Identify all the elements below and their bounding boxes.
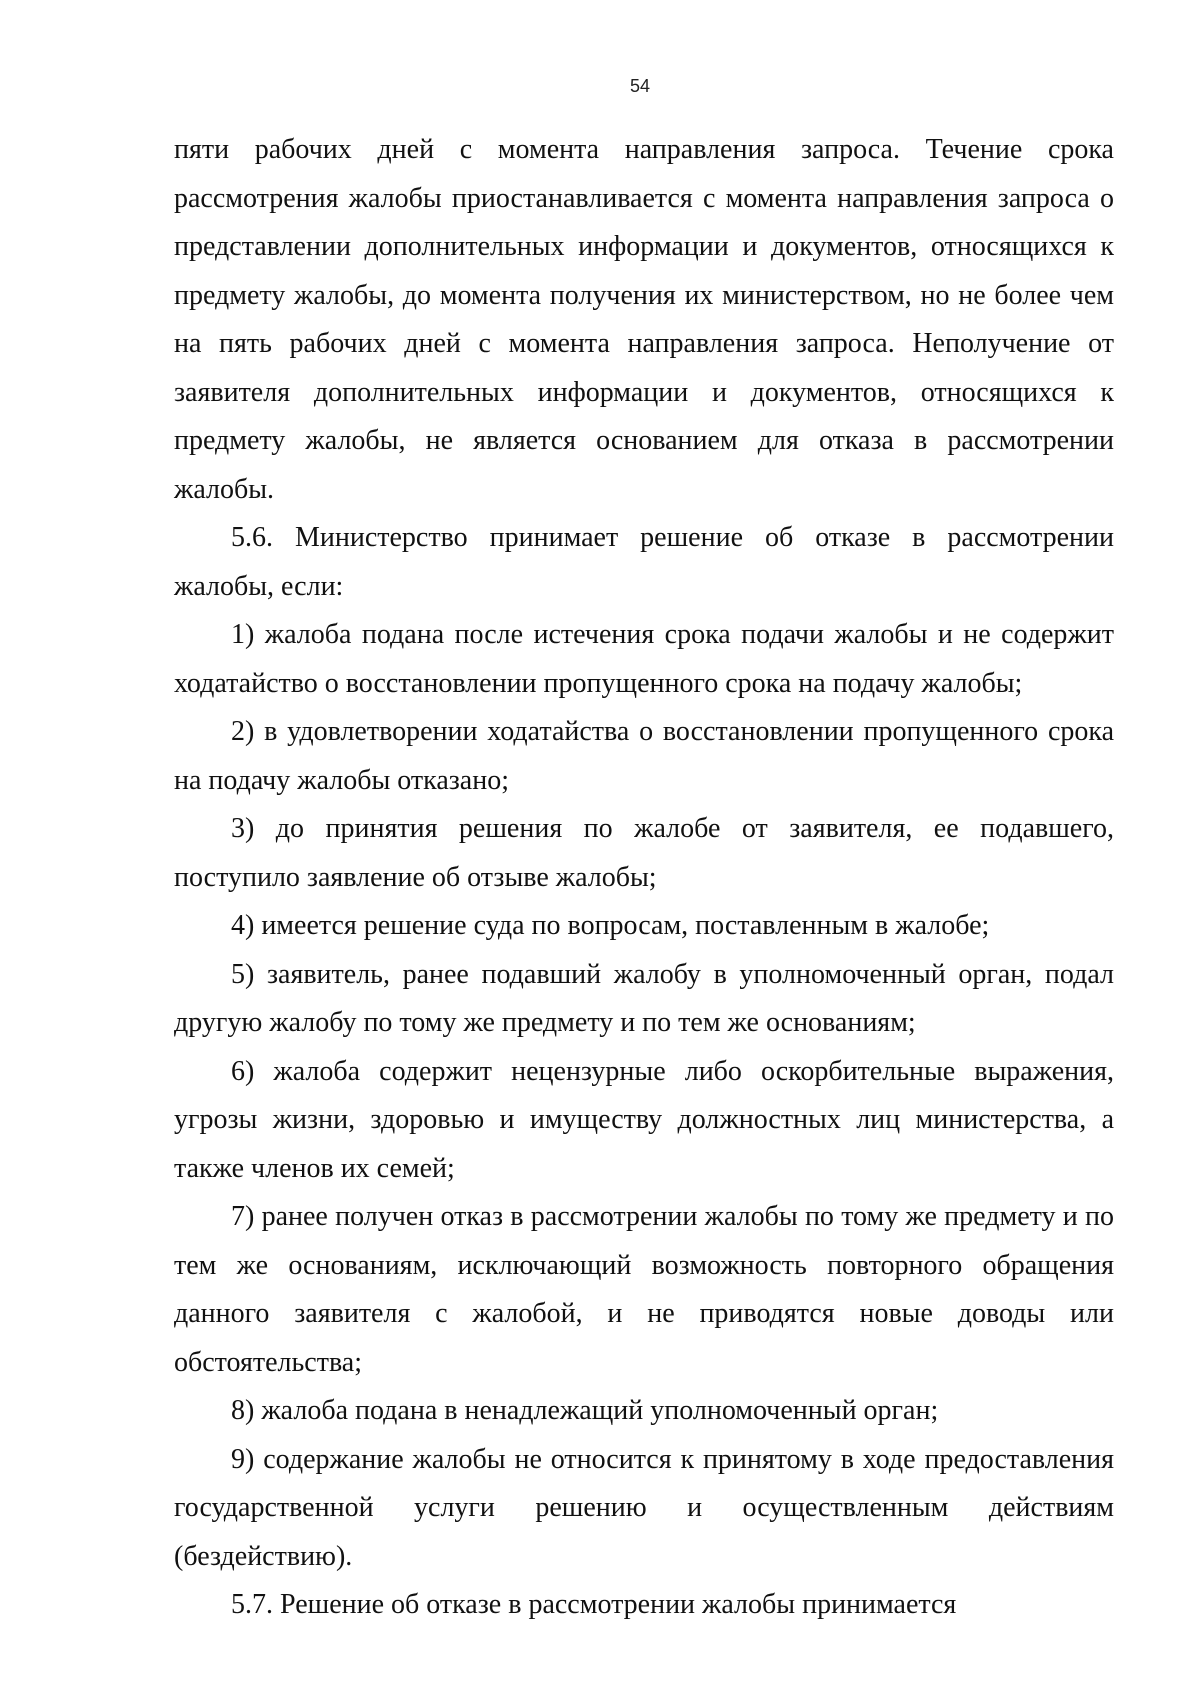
list-item-8: 8) жалоба подана в ненадлежащий уполномоченный орган;	[231, 1395, 939, 1426]
list-item-9: 9) содержание жалобы не относится к принятому в ходе предоставления государственной услуги решению и осуществленным действиям (бездействию).	[174, 1443, 1114, 1572]
list-item-1: 1) жалоба подана после истечения срока подачи жалобы и не содержит ходатайство о восстановлении пропущенного срока на подачу жалобы;	[174, 619, 1114, 699]
paragraph-5-7: 5.7. Решение об отказе в рассмотрении жалобы принимается	[231, 1589, 957, 1620]
page-number: 54	[629, 76, 651, 96]
document-body	[174, 126, 1114, 1630]
list-item-6: 6) жалоба содержит нецензурные либо оскорбительные выражения, угрозы жизни, здоровью и имуществу должностных лиц министерства, а также членов их семей;	[174, 1055, 1114, 1184]
paragraph-5-6: 5.6. Министерство принимает решение об отказе в рассмотрении жалобы, если:	[174, 522, 1114, 602]
paragraph-continuation: пяти рабочих дней с момента направления запроса. Течение срока рассмотрения жалобы приостанавливается с момента направления запроса о представлении дополнительных информации и документов, относящихся к предмету жалобы, до момента получения их министерством, но не более чем на пять рабочих дней с момента направления запроса. Неполучение от заявителя дополнительных информации и документов, относящихся к предмету жалобы, не является основанием для отказа в рассмотрении жалобы.	[174, 134, 1114, 505]
list-item-4: 4) имеется решение суда по вопросам, поставленным в жалобе;	[231, 910, 990, 941]
list-item-2: 2) в удовлетворении ходатайства о восстановлении пропущенного срока на подачу жалобы отказано;	[174, 716, 1114, 796]
list-item-7: 7) ранее получен отказ в рассмотрении жалобы по тому же предмету и по тем же основаниям, исключающий возможность повторного обращения данного заявителя с жалобой, и не приводятся новые доводы или обстоятельства;	[174, 1201, 1114, 1378]
list-item-5: 5) заявитель, ранее подавший жалобу в уполномоченный орган, подал другую жалобу по тому же предмету и по тем же основаниям;	[174, 958, 1114, 1038]
list-item-3: 3) до принятия решения по жалобе от заявителя, ее подавшего, поступило заявление об отзыве жалобы;	[174, 813, 1114, 893]
